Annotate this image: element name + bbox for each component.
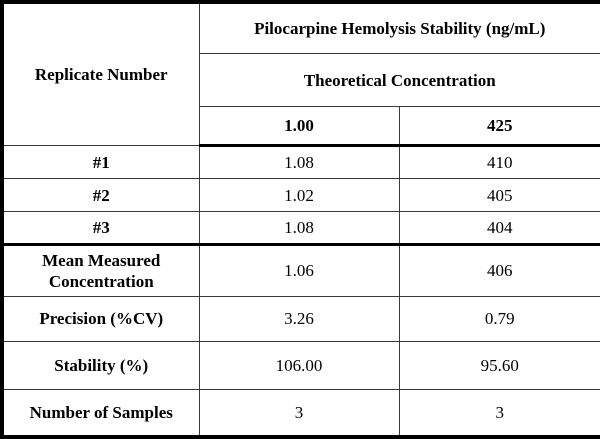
- column-header-concentration-high: 425: [399, 107, 600, 146]
- value-cell: 410: [399, 146, 600, 179]
- value-cell: 3: [399, 390, 600, 437]
- table-row: [2, 245, 600, 296]
- table-title: Pilocarpine Hemolysis Stability (ng/mL): [199, 2, 600, 53]
- value-cell: 3: [199, 390, 399, 437]
- value-cell: 106.00: [199, 341, 399, 389]
- value-cell: 1.06: [199, 245, 399, 296]
- table-row: [2, 179, 600, 212]
- value-cell: 1.02: [199, 179, 399, 212]
- row-label: #2: [2, 179, 199, 212]
- value-cell: 1.08: [199, 212, 399, 245]
- table-row: [2, 296, 600, 341]
- value-cell: 95.60: [399, 341, 600, 389]
- table-row: [2, 212, 600, 245]
- row-label: Precision (%CV): [2, 296, 199, 341]
- column-header-concentration-low: 1.00: [199, 107, 399, 146]
- value-cell: 0.79: [399, 296, 600, 341]
- table-row: [2, 341, 600, 389]
- row-label: Mean Measured Concentration: [2, 245, 199, 296]
- value-cell: 405: [399, 179, 600, 212]
- value-cell: 406: [399, 245, 600, 296]
- value-cell: 3.26: [199, 296, 399, 341]
- row-label: Stability (%): [2, 341, 199, 389]
- row-label: #3: [2, 212, 199, 245]
- row-header-replicate-number: Replicate Number: [2, 2, 199, 146]
- value-cell: 1.08: [199, 146, 399, 179]
- row-label: Number of Samples: [2, 390, 199, 437]
- table-subtitle-theoretical-concentration: Theoretical Concentration: [199, 53, 600, 106]
- value-cell: 404: [399, 212, 600, 245]
- table-row: [2, 146, 600, 179]
- table-row: [2, 390, 600, 437]
- row-label: #1: [2, 146, 199, 179]
